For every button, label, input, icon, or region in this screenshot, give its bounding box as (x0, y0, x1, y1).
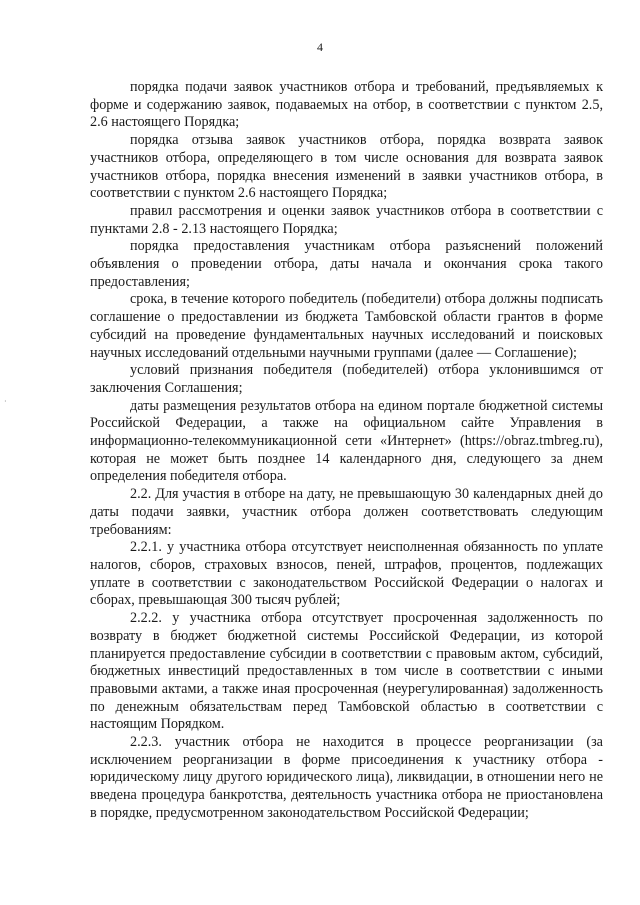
margin-mark: · (4, 397, 7, 406)
paragraph-evasion-conditions: условий признания победителя (победителей) отбора уклонившимся от заключения Соглашения; (90, 362, 603, 396)
document-body (90, 79, 603, 823)
page-number: 4 (317, 40, 323, 54)
paragraph-2-2-1: 2.2.1. у участника отбора отсутствует неисполненная обязанность по уплате налогов, сборов, страховых взносов, пеней, штрафов, процентов, подлежащих уплате в соответствии с законодательством Российской Федерации о налогах и сборах, превышающая 300 тысяч рублей; (90, 539, 603, 609)
paragraph-review-rules: правил рассмотрения и оценки заявок участников отбора в соответствии с пунктами 2.8 - 2.13 настоящего Порядка; (90, 202, 603, 237)
paragraph-submission-order: порядка подачи заявок участников отбора и требований, предъявляемых к форме и содержанию заявок, подаваемых на отбор, в соответствии с пунктом 2.5, 2.6 настоящего Порядка; (90, 79, 603, 131)
paragraph-clarifications: порядка предоставления участникам отбора разъяснений положений объявления о проведении отбора, даты начала и окончания срока такого предоставления; (90, 238, 603, 290)
paragraph-results-publication: даты размещения результатов отбора на едином портале бюджетной системы Российской Федерации, а также на официальном сайте Управления в информационно-телекоммуникационной сети «Интернет» (https://obraz.tmbreg.ru), которая не может быть позднее 14 календарного дня, следующего за днем определения победителя отбора. (90, 397, 603, 485)
paragraph-2-2-2: 2.2.2. у участника отбора отсутствует просроченная задолженность по возврату в бюджет бюджетной системы Российской Федерации, из которой планируется предоставление субсидии в соответствии с правовым актом, субсидий, бюджетных инвестиций предоставленных в том числе в соответствии с иными правовыми актами, а также иная просроченная (неурегулированная) задолженность по денежным обязательствам перед Тамбовской областью в соответствии с настоящим Порядком. (90, 610, 603, 733)
paragraph-2-2-3: 2.2.3. участник отбора не находится в процессе реорганизации (за исключением реорганизации в форме присоединения к участнику отбора - юридическому лицу другого юридического лица), ликвидации, в отношении него не введена процедура банкротства, деятельность участника отбора не приостановлена в порядке, предусмотренном законодательством Российской Федерации; (90, 734, 603, 821)
paragraph-withdrawal-order: порядка отзыва заявок участников отбора, порядка возврата заявок участников отбора, определяющего в том числе основания для возврата заявок участников отбора, порядка внесения изменений в заявки участников отбора, в соответствии с пунктом 2.6 настоящего Порядка; (90, 132, 603, 202)
paragraph-2-2: 2.2. Для участия в отборе на дату, не превышающую 30 календарных дней до даты подачи заявки, участник отбора должен соответствовать следующим требованиям: (90, 486, 603, 538)
paragraph-agreement-term: срока, в течение которого победитель (победители) отбора должны подписать соглашение о предоставлении из бюджета Тамбовской области грантов в форме субсидий на проведение фундаментальных научных исследований и поисковых научных исследований отдельными научными группами (далее — Соглашение); (90, 291, 603, 361)
